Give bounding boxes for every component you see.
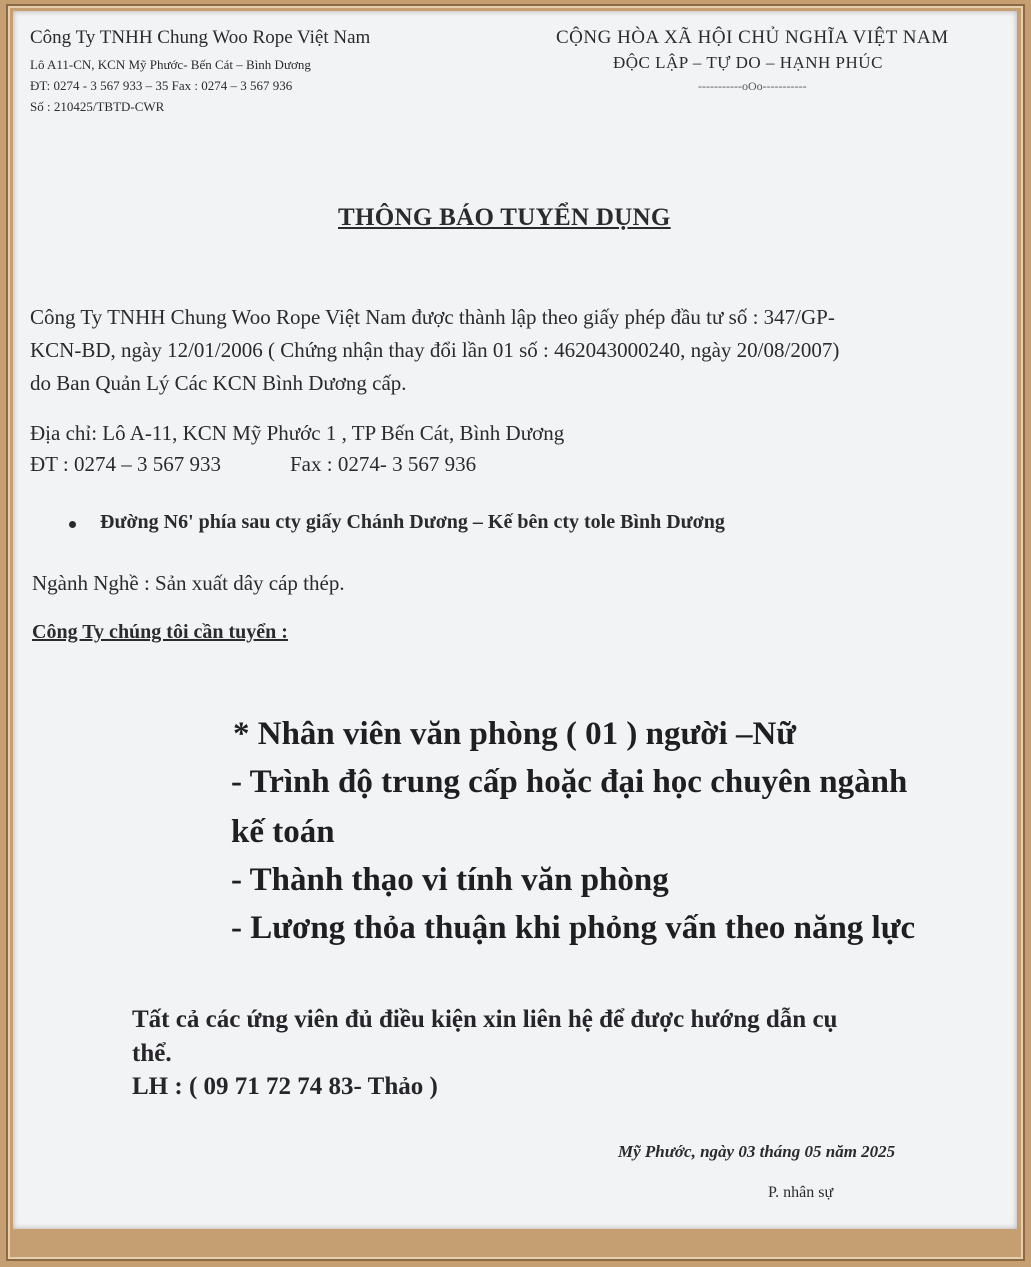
national-motto: ĐỘC LẬP – TỰ DO – HẠNH PHÚC <box>613 53 883 72</box>
department-signature: P. nhân sự <box>768 1184 834 1201</box>
company-address: Lô A11-CN, KCN Mỹ Phước- Bến Cát – Bình Dương <box>30 57 311 72</box>
closing-line-2: thể. <box>132 1040 172 1067</box>
company-phone-fax: ĐT: 0274 - 3 567 933 – 35 Fax : 0274 – 3 567 936 <box>30 78 293 93</box>
industry-line: Ngành Nghề : Sản xuất dây cáp thép. <box>32 571 345 595</box>
reference-number: Số : 210425/TBTD-CWR <box>30 99 165 114</box>
bullet-icon <box>69 521 76 528</box>
contact-phone-line: LH : ( 09 71 72 74 83- Thảo ) <box>132 1073 438 1100</box>
position-requirement-computer: - Thành thạo vi tính văn phòng <box>231 862 669 898</box>
phone-line: ĐT : 0274 – 3 567 933 <box>30 452 221 476</box>
position-salary: - Lương thỏa thuận khi phỏng vấn theo năng lực <box>231 910 916 946</box>
address-line: Địa chỉ: Lô A-11, KCN Mỹ Phước 1 , TP Bến Cát, Bình Dương <box>30 421 565 445</box>
fax-line: Fax : 0274- 3 567 936 <box>290 452 477 476</box>
notice-paper <box>13 11 1017 1229</box>
position-title: * Nhân viên văn phòng ( 01 ) người –Nữ <box>233 716 797 752</box>
directions-line: Đường N6' phía sau cty giấy Chánh Dương – Kế bên cty tole Bình Dương <box>100 511 725 533</box>
company-name: Công Ty TNHH Chung Woo Rope Việt Nam <box>30 27 371 48</box>
intro-line-3: do Ban Quản Lý Các KCN Bình Dương cấp. <box>30 371 407 395</box>
notice-title: THÔNG BÁO TUYỂN DỤNG <box>338 204 671 231</box>
intro-line-1: Công Ty TNHH Chung Woo Rope Việt Nam được thành lập theo giấy phép đầu tư số : 347/GP- <box>30 305 835 329</box>
country-name: CỘNG HÒA XÃ HỘI CHỦ NGHĨA VIỆT NAM <box>556 27 949 48</box>
hiring-heading: Công Ty chúng tôi cần tuyển : <box>32 621 288 643</box>
closing-line-1: Tất cả các ứng viên đủ điều kiện xin liên hệ để được hướng dẫn cụ <box>132 1006 838 1033</box>
ornament-divider: -----------oOo----------- <box>698 79 807 93</box>
position-requirement-education-cont: kế toán <box>231 814 335 850</box>
position-requirement-education: - Trình độ trung cấp hoặc đại học chuyên ngành <box>231 764 908 800</box>
intro-line-2: KCN-BD, ngày 12/01/2006 ( Chứng nhận thay đổi lần 01 số : 462043000240, ngày 20/08/2007) <box>30 338 840 362</box>
place-date: Mỹ Phước, ngày 03 tháng 05 năm 2025 <box>618 1142 896 1161</box>
